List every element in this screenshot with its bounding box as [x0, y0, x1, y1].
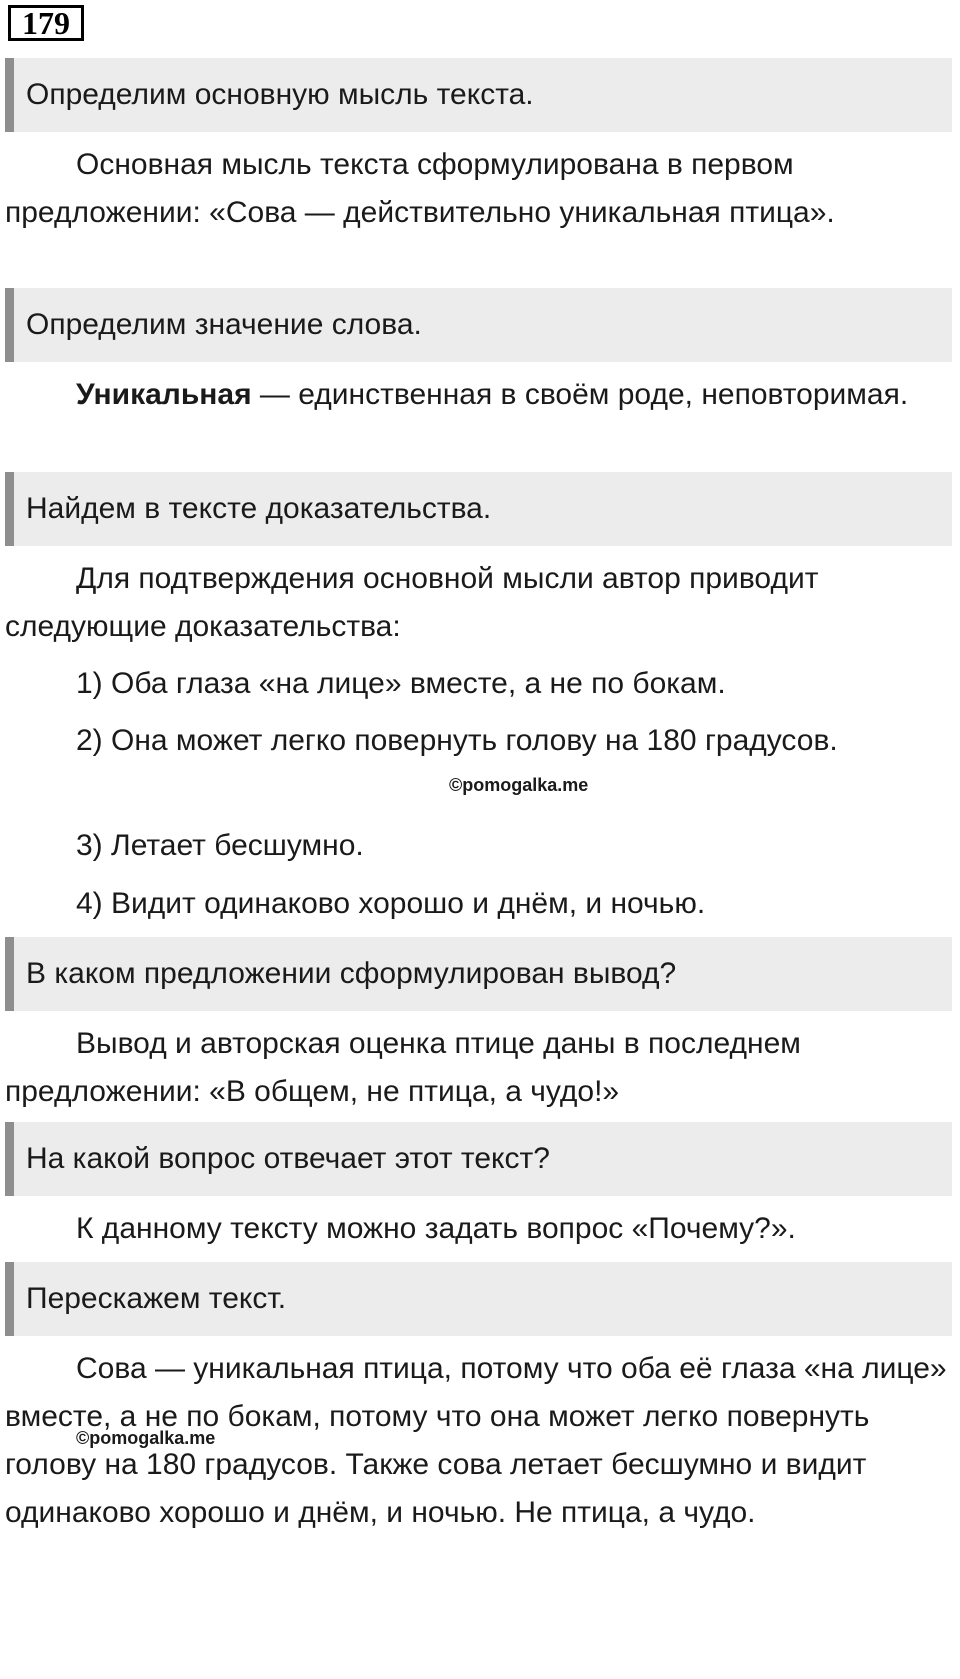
- section-header-conclusion: В каком предложении сформулирован вывод?: [5, 937, 952, 1011]
- paragraph-evidence-intro: Для подтверждения основной мысли автор приводит следующие доказательства:: [5, 562, 819, 643]
- section-header-word-meaning: Определим значение слова.: [5, 288, 952, 362]
- definition-term: Уникальная: [76, 378, 252, 411]
- paragraph-question: К данному тексту можно задать вопрос «Почему?».: [76, 1212, 796, 1245]
- watermark: ©pomogalka.me: [76, 1428, 216, 1448]
- definition-text: — единственная в своём роде, неповторимая.: [251, 378, 909, 411]
- evidence-item-3: 3) Летает бесшумно.: [76, 829, 364, 862]
- task-number: 179: [8, 5, 84, 41]
- paragraph-definition: [5, 371, 950, 419]
- watermark: ©pomogalka.me: [449, 775, 589, 795]
- paragraph-conclusion: Вывод и авторская оценка птице даны в последнем предложении: «В общем, не птица, а чудо!»: [5, 1027, 801, 1108]
- section-header-retelling: Перескажем текст.: [5, 1262, 952, 1336]
- evidence-item-2: 2) Она может легко повернуть голову на 180 градусов.: [76, 724, 838, 757]
- paragraph-retelling: Сова — уникальная птица, потому что оба её глаза «на лице» вместе, а не по бокам, потому что она может легко повернуть голову на 180 градусов. Также сова летает бесшумно и видит одинаково хорошо и днём, и ночью. Не птица, а чудо.: [5, 1352, 947, 1529]
- evidence-item-4: 4) Видит одинаково хорошо и днём, и ночью.: [76, 887, 706, 920]
- section-header-main-idea: Определим основную мысль текста.: [5, 58, 952, 132]
- section-header-question: На какой вопрос отвечает этот текст?: [5, 1122, 952, 1196]
- paragraph-main-idea: Основная мысль текста сформулирована в первом предложении: «Сова — действительно уникальная птица».: [5, 148, 835, 229]
- evidence-item-1: 1) Оба глаза «на лице» вместе, а не по бокам.: [76, 667, 726, 700]
- section-header-evidence: Найдем в тексте доказательства.: [5, 472, 952, 546]
